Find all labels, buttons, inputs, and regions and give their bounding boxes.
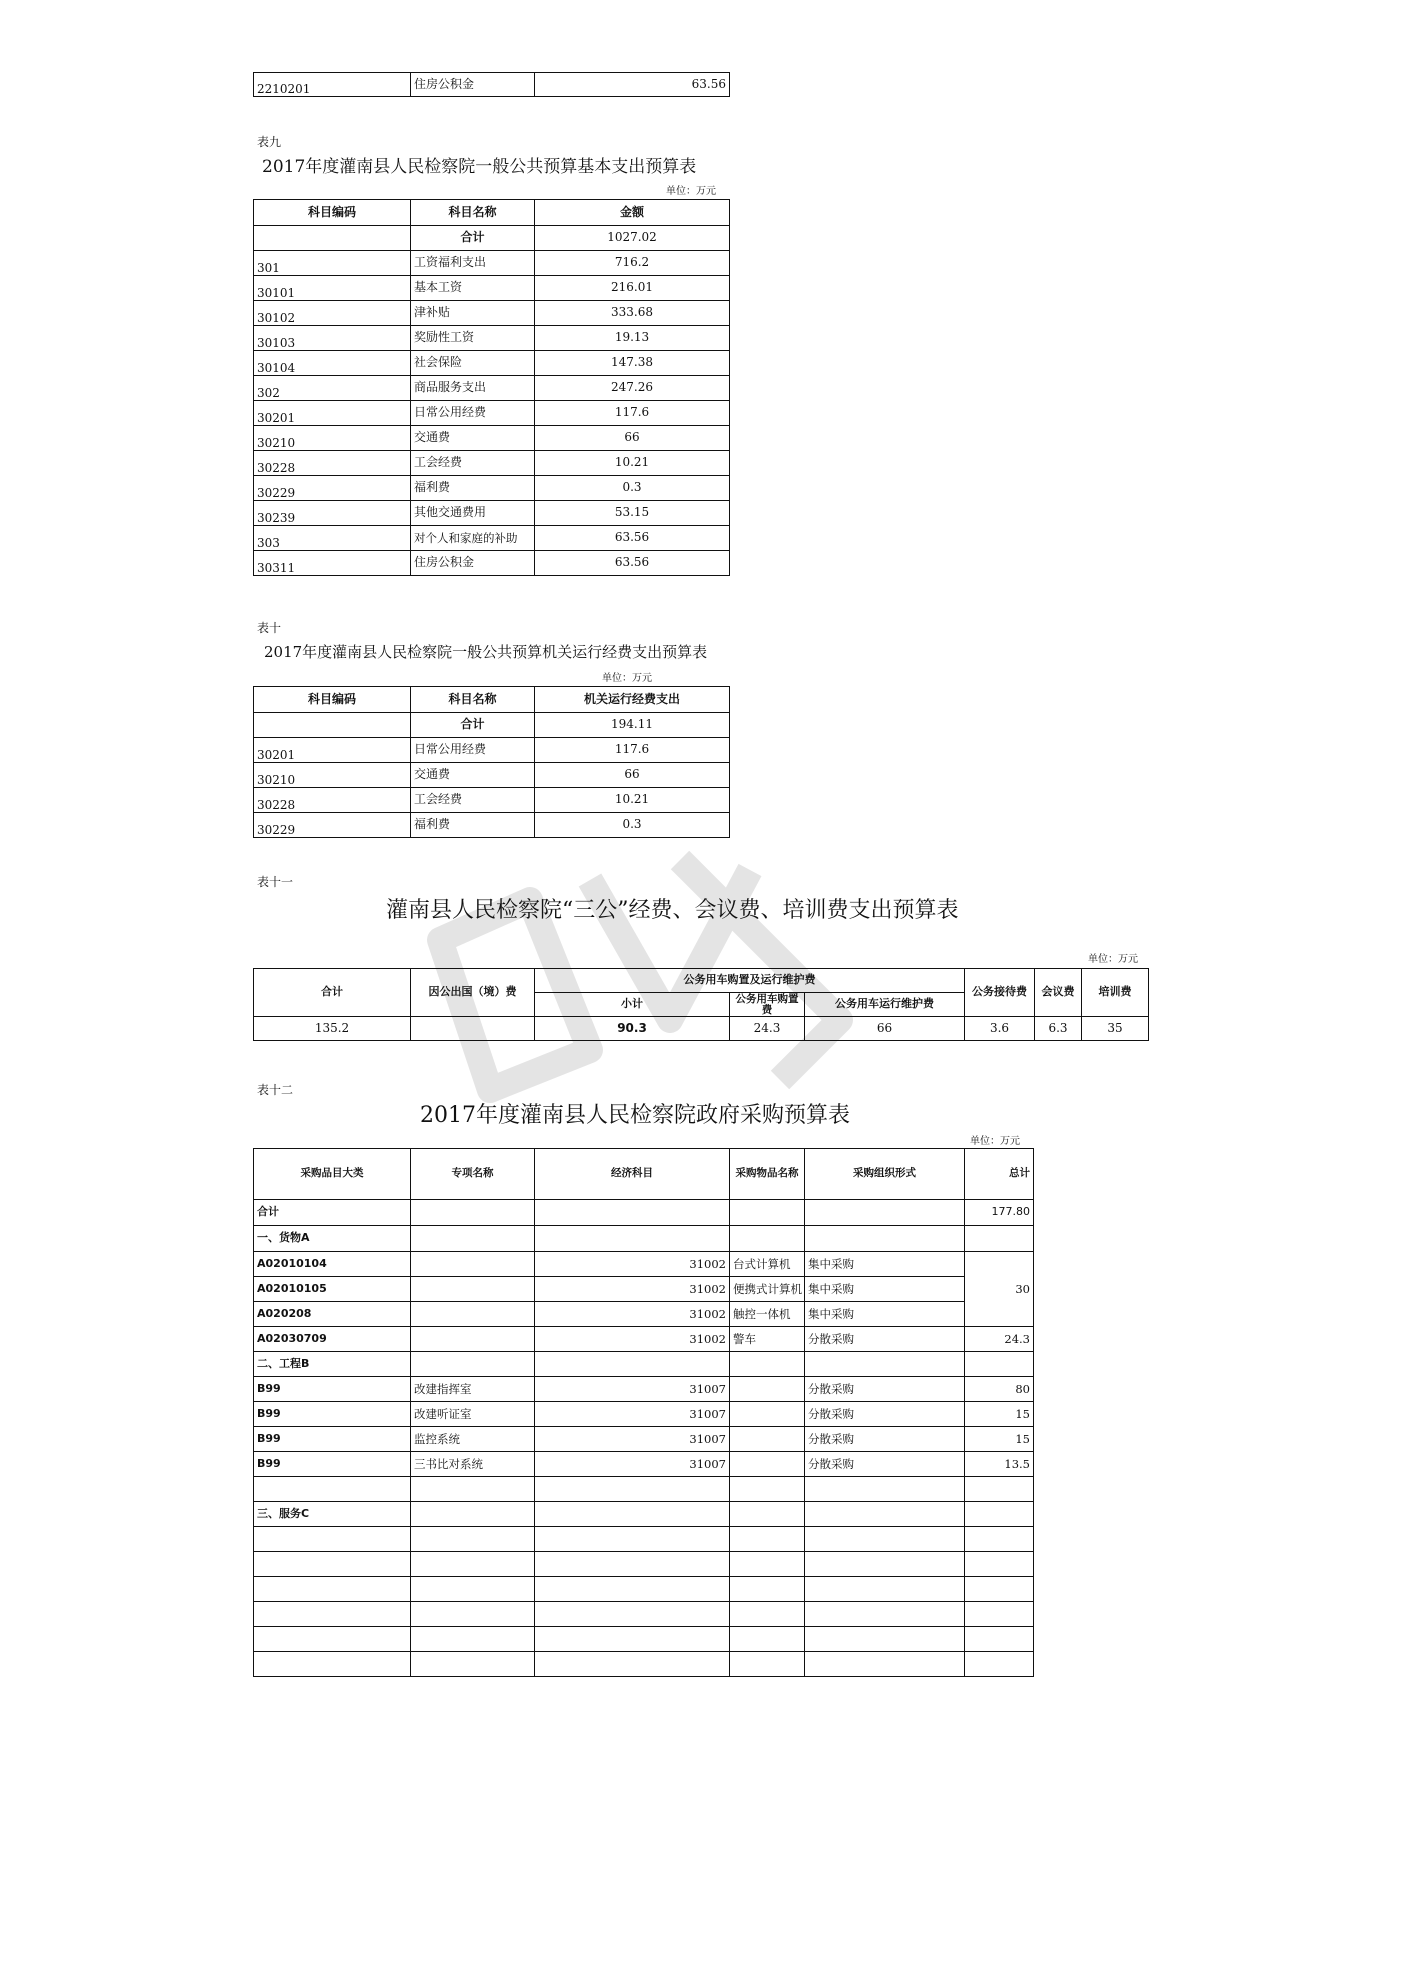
table11-unit: 单位：万元 <box>1088 954 1138 965</box>
table-row <box>254 1352 1034 1377</box>
table10-row-code: 30229 <box>254 813 411 838</box>
empty-cell <box>730 1577 805 1602</box>
table-row <box>254 1627 1034 1652</box>
empty-cell <box>730 1602 805 1627</box>
table10-total-value: 194.11 <box>535 713 730 738</box>
empty-cell <box>411 1602 535 1627</box>
top-row-name: 住房公积金 <box>411 73 535 97</box>
table10-row-name: 交通费 <box>411 763 535 788</box>
table11-label: 表十一 <box>257 875 294 889</box>
table10 <box>253 686 730 838</box>
empty-cell <box>965 1527 1034 1552</box>
table11-title: 灌南县人民检察院“三公”经费、会议费、培训费支出预算表 <box>386 898 959 923</box>
empty-cell <box>730 1352 805 1377</box>
table11-value-reception: 3.6 <box>965 1017 1035 1041</box>
table9-row-name: 基本工资 <box>411 276 535 301</box>
empty-cell <box>411 1527 535 1552</box>
table12-works-total: 13.5 <box>965 1452 1034 1477</box>
empty-cell <box>411 1552 535 1577</box>
table10-row-code: 30201 <box>254 738 411 763</box>
table12-works-code: B99 <box>254 1427 411 1452</box>
empty-cell <box>965 1477 1034 1502</box>
table12-works-form: 分散采购 <box>805 1427 965 1452</box>
top-row-code: 2210201 <box>254 73 411 97</box>
table9-row-name: 交通费 <box>411 426 535 451</box>
empty-cell <box>411 1627 535 1652</box>
table11-header-meeting: 会议费 <box>1035 969 1082 1017</box>
table9-label: 表九 <box>257 135 282 149</box>
empty-cell <box>965 1652 1034 1677</box>
table-row <box>254 426 730 451</box>
table10-total-label: 合计 <box>411 713 535 738</box>
table12-works-econ: 31007 <box>535 1427 730 1452</box>
table12-category-works: 二、工程B <box>254 1352 411 1377</box>
table-row <box>254 351 730 376</box>
empty-cell <box>965 1577 1034 1602</box>
empty-cell <box>805 1477 965 1502</box>
table9-row-name: 奖励性工资 <box>411 326 535 351</box>
empty-cell <box>730 1627 805 1652</box>
table9-row-amount: 19.13 <box>535 326 730 351</box>
table12 <box>253 1148 1034 1677</box>
table-row <box>254 763 730 788</box>
empty-cell <box>805 1627 965 1652</box>
table12-works-project: 改建指挥室 <box>411 1377 535 1402</box>
table-row <box>254 788 730 813</box>
table11-header-purchase: 公务用车购置费 <box>730 993 805 1017</box>
empty-cell <box>535 1527 730 1552</box>
empty-cell <box>254 1577 411 1602</box>
empty-cell <box>254 1477 411 1502</box>
table9-header-amount: 金额 <box>535 200 730 226</box>
table11-header-maintenance: 公务用车运行维护费 <box>805 993 965 1017</box>
table12-total-value: 177.80 <box>965 1200 1034 1226</box>
table10-unit: 单位：万元 <box>602 673 652 684</box>
table11-value-purchase: 24.3 <box>730 1017 805 1041</box>
table9 <box>253 199 730 576</box>
table12-goods-form: 分散采购 <box>805 1327 965 1352</box>
table12-header-category: 采购品目大类 <box>254 1149 411 1200</box>
table12-category-services: 三、服务C <box>254 1502 411 1527</box>
table12-goods-code: A020208 <box>254 1302 411 1327</box>
empty-cell <box>730 1552 805 1577</box>
table11 <box>253 968 1149 1041</box>
table9-row-code: 30229 <box>254 476 411 501</box>
empty-cell <box>535 1226 730 1252</box>
table9-row-code: 301 <box>254 251 411 276</box>
empty-cell <box>805 1577 965 1602</box>
table12-works-code: B99 <box>254 1377 411 1402</box>
empty-cell <box>805 1652 965 1677</box>
table11-header-abroad: 因公出国（境）费 <box>411 969 535 1017</box>
table9-row-amount: 63.56 <box>535 551 730 576</box>
empty-cell <box>730 1200 805 1226</box>
empty-cell <box>254 1602 411 1627</box>
empty-cell <box>730 1427 805 1452</box>
empty-cell <box>965 1226 1034 1252</box>
table9-row-name: 住房公积金 <box>411 551 535 576</box>
table9-row-name: 社会保险 <box>411 351 535 376</box>
empty-cell <box>535 1602 730 1627</box>
empty-cell <box>730 1527 805 1552</box>
table9-row-code: 30210 <box>254 426 411 451</box>
table9-total-code <box>254 226 411 251</box>
table-row <box>254 1252 1034 1277</box>
empty-cell <box>411 1577 535 1602</box>
table-row <box>254 1552 1034 1577</box>
table9-row-amount: 333.68 <box>535 301 730 326</box>
empty-cell <box>535 1477 730 1502</box>
table-row <box>254 1402 1034 1427</box>
table12-title: 2017年度灌南县人民检察院政府采购预算表 <box>420 1103 850 1128</box>
table9-row-name: 商品服务支出 <box>411 376 535 401</box>
table12-header-project: 专项名称 <box>411 1149 535 1200</box>
table12-goods-item: 警车 <box>730 1327 805 1352</box>
table10-header-amount: 机关运行经费支出 <box>535 687 730 713</box>
table11-value-maintenance: 66 <box>805 1017 965 1041</box>
table9-row-code: 302 <box>254 376 411 401</box>
table12-goods-code: A02010105 <box>254 1277 411 1302</box>
table12-header-econ: 经济科目 <box>535 1149 730 1200</box>
empty-cell <box>411 1226 535 1252</box>
table11-value-total: 135.2 <box>254 1017 411 1041</box>
table12-works-total: 15 <box>965 1402 1034 1427</box>
table10-row-name: 日常公用经费 <box>411 738 535 763</box>
table-row <box>254 301 730 326</box>
table12-works-form: 分散采购 <box>805 1402 965 1427</box>
empty-cell <box>965 1352 1034 1377</box>
table9-row-amount: 0.3 <box>535 476 730 501</box>
table-row <box>254 1327 1034 1352</box>
table12-label: 表十二 <box>257 1083 294 1097</box>
empty-cell <box>805 1502 965 1527</box>
table9-row-code: 30311 <box>254 551 411 576</box>
table-row <box>254 1602 1034 1627</box>
empty-cell <box>805 1552 965 1577</box>
table9-row-name: 工资福利支出 <box>411 251 535 276</box>
table12-works-econ: 31007 <box>535 1452 730 1477</box>
empty-cell <box>730 1452 805 1477</box>
empty-cell <box>254 1527 411 1552</box>
empty-cell <box>535 1652 730 1677</box>
table10-row-amount: 117.6 <box>535 738 730 763</box>
empty-cell <box>411 1477 535 1502</box>
table12-works-econ: 31007 <box>535 1402 730 1427</box>
empty-cell <box>411 1652 535 1677</box>
table12-works-total: 80 <box>965 1377 1034 1402</box>
table12-header-item: 采购物品名称 <box>730 1149 805 1200</box>
table12-goods-item: 台式计算机 <box>730 1252 805 1277</box>
table-row <box>254 1452 1034 1477</box>
table10-row-amount: 0.3 <box>535 813 730 838</box>
table9-row-amount: 247.26 <box>535 376 730 401</box>
table-row <box>254 501 730 526</box>
table9-unit: 单位：万元 <box>666 186 716 197</box>
empty-cell <box>535 1627 730 1652</box>
empty-cell <box>254 1627 411 1652</box>
table10-total-code <box>254 713 411 738</box>
empty-cell <box>730 1402 805 1427</box>
table12-goods-form: 集中采购 <box>805 1252 965 1277</box>
table12-goods-form: 集中采购 <box>805 1277 965 1302</box>
table12-goods-form: 集中采购 <box>805 1302 965 1327</box>
table12-works-total: 15 <box>965 1427 1034 1452</box>
table12-unit: 单位：万元 <box>970 1136 1020 1147</box>
table11-header-training: 培训费 <box>1082 969 1149 1017</box>
table11-value-subtotal: 90.3 <box>535 1017 730 1041</box>
empty-cell <box>965 1602 1034 1627</box>
table10-row-name: 工会经费 <box>411 788 535 813</box>
table9-row-code: 30104 <box>254 351 411 376</box>
table12-header-form: 采购组织形式 <box>805 1149 965 1200</box>
table12-category-goods: 一、货物A <box>254 1226 411 1252</box>
table12-works-econ: 31007 <box>535 1377 730 1402</box>
table9-row-code: 30103 <box>254 326 411 351</box>
table10-row-code: 30210 <box>254 763 411 788</box>
table12-works-project: 改建听证室 <box>411 1402 535 1427</box>
empty-cell <box>411 1200 535 1226</box>
table12-goods-econ: 31002 <box>535 1277 730 1302</box>
table9-row-code: 30102 <box>254 301 411 326</box>
table9-total-label: 合计 <box>411 226 535 251</box>
table12-works-form: 分散采购 <box>805 1452 965 1477</box>
empty-cell <box>730 1377 805 1402</box>
table9-row-name: 其他交通费用 <box>411 501 535 526</box>
table-row <box>254 1427 1034 1452</box>
table9-header-code: 科目编码 <box>254 200 411 226</box>
table9-row-name: 福利费 <box>411 476 535 501</box>
table9-row-code: 30101 <box>254 276 411 301</box>
empty-cell <box>730 1226 805 1252</box>
table-row <box>254 476 730 501</box>
table10-row-name: 福利费 <box>411 813 535 838</box>
table9-row-amount: 716.2 <box>535 251 730 276</box>
table10-title: 2017年度灌南县人民检察院一般公共预算机关运行经费支出预算表 <box>264 643 708 661</box>
table-row <box>254 401 730 426</box>
empty-cell <box>535 1200 730 1226</box>
table10-header-name: 科目名称 <box>411 687 535 713</box>
empty-cell <box>411 1327 535 1352</box>
empty-cell <box>411 1252 535 1277</box>
empty-cell <box>254 1652 411 1677</box>
table12-works-form: 分散采购 <box>805 1377 965 1402</box>
table-row <box>254 251 730 276</box>
empty-cell <box>535 1577 730 1602</box>
empty-cell <box>730 1477 805 1502</box>
table12-works-code: B99 <box>254 1402 411 1427</box>
empty-cell <box>411 1277 535 1302</box>
table12-total-label: 合计 <box>254 1200 411 1226</box>
table11-value-abroad <box>411 1017 535 1041</box>
table-row <box>254 813 730 838</box>
table-row <box>254 1502 1034 1527</box>
table-row <box>254 1652 1034 1677</box>
table9-row-name: 津补贴 <box>411 301 535 326</box>
table-row <box>254 1277 1034 1302</box>
table11-value-training: 35 <box>1082 1017 1149 1041</box>
table12-goods-total: 24.3 <box>965 1327 1034 1352</box>
empty-cell <box>730 1502 805 1527</box>
table12-goods-group-total: 30 <box>965 1252 1034 1327</box>
table9-row-name: 工会经费 <box>411 451 535 476</box>
table-row <box>254 326 730 351</box>
table9-total-value: 1027.02 <box>535 226 730 251</box>
table10-row-amount: 66 <box>535 763 730 788</box>
empty-cell <box>805 1352 965 1377</box>
table10-header-code: 科目编码 <box>254 687 411 713</box>
table11-value-meeting: 6.3 <box>1035 1017 1082 1041</box>
table-row <box>254 276 730 301</box>
table-row <box>254 1527 1034 1552</box>
table-row <box>254 738 730 763</box>
table10-row-amount: 10.21 <box>535 788 730 813</box>
table12-works-project: 监控系统 <box>411 1427 535 1452</box>
empty-cell <box>965 1552 1034 1577</box>
empty-cell <box>805 1200 965 1226</box>
table-row <box>254 551 730 576</box>
table9-row-name: 日常公用经费 <box>411 401 535 426</box>
table12-goods-econ: 31002 <box>535 1302 730 1327</box>
table11-header-subtotal: 小计 <box>535 993 730 1017</box>
table9-title: 2017年度灌南县人民检察院一般公共预算基本支出预算表 <box>262 157 697 177</box>
table10-row-code: 30228 <box>254 788 411 813</box>
empty-cell <box>805 1226 965 1252</box>
table9-header-name: 科目名称 <box>411 200 535 226</box>
table-row <box>254 526 730 551</box>
table12-goods-item: 触控一体机 <box>730 1302 805 1327</box>
table9-row-name: 对个人和家庭的补助 <box>411 526 535 551</box>
empty-cell <box>411 1302 535 1327</box>
empty-cell <box>411 1352 535 1377</box>
top-continuation-table <box>253 72 730 97</box>
table12-goods-item: 便携式计算机 <box>730 1277 805 1302</box>
table12-works-project: 三书比对系统 <box>411 1452 535 1477</box>
table9-row-code: 303 <box>254 526 411 551</box>
empty-cell <box>805 1602 965 1627</box>
table10-label: 表十 <box>257 621 282 635</box>
empty-cell <box>535 1502 730 1527</box>
empty-cell <box>535 1352 730 1377</box>
table-row <box>254 1477 1034 1502</box>
table-row <box>254 376 730 401</box>
empty-cell <box>411 1502 535 1527</box>
empty-cell <box>254 1552 411 1577</box>
table12-goods-econ: 31002 <box>535 1327 730 1352</box>
table-row <box>254 1577 1034 1602</box>
table9-row-amount: 216.01 <box>535 276 730 301</box>
table11-header-vehicle: 公务用车购置及运行维护费 <box>535 969 965 993</box>
table-row <box>254 1302 1034 1327</box>
table-row <box>254 451 730 476</box>
empty-cell <box>730 1652 805 1677</box>
table9-row-amount: 66 <box>535 426 730 451</box>
table12-goods-econ: 31002 <box>535 1252 730 1277</box>
table9-row-code: 30228 <box>254 451 411 476</box>
top-row-amount: 63.56 <box>535 73 730 97</box>
table11-header-reception: 公务接待费 <box>965 969 1035 1017</box>
table9-row-code: 30239 <box>254 501 411 526</box>
table12-goods-code: A02030709 <box>254 1327 411 1352</box>
table9-row-amount: 63.56 <box>535 526 730 551</box>
empty-cell <box>535 1552 730 1577</box>
table9-row-amount: 53.15 <box>535 501 730 526</box>
table12-header-total: 总计 <box>965 1149 1034 1200</box>
table9-row-amount: 10.21 <box>535 451 730 476</box>
table12-goods-code: A02010104 <box>254 1252 411 1277</box>
table11-header-total: 合计 <box>254 969 411 1017</box>
table9-row-code: 30201 <box>254 401 411 426</box>
table-row <box>254 1377 1034 1402</box>
empty-cell <box>965 1502 1034 1527</box>
empty-cell <box>965 1627 1034 1652</box>
table9-row-amount: 117.6 <box>535 401 730 426</box>
empty-cell <box>805 1527 965 1552</box>
table9-row-amount: 147.38 <box>535 351 730 376</box>
table12-works-code: B99 <box>254 1452 411 1477</box>
